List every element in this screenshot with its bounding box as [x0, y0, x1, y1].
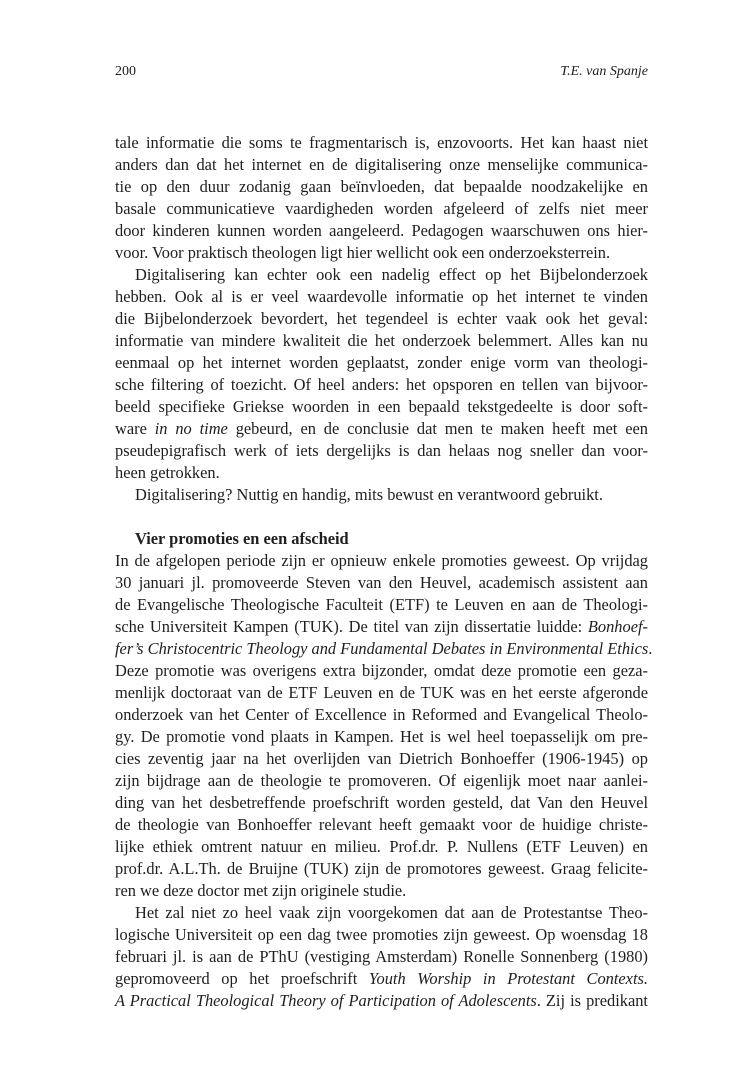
text-run: . Zij is predikant: [536, 991, 648, 1010]
text-run: ware: [115, 419, 155, 438]
text-line: Digitalisering? Nuttig en handig, mits bewust en verantwoord gebruikt.: [135, 485, 603, 504]
text-line: tale informatie die soms te fragmentarisch is, enzovoorts. Het kan haast niet: [115, 133, 648, 152]
text-line: 30 januari jl. promoveerde Steven van den Heuvel, academisch assistent aan: [115, 573, 648, 592]
text-line: onderzoek van het Center of Excellence in Reformed and Evangelical Theolo-: [115, 705, 648, 724]
section-heading: Vier promoties en een afscheid: [135, 529, 349, 548]
text-line: Deze promotie was overigens extra bijzonder, omdat deze promotie een geza-: [115, 661, 648, 680]
text-line: [115, 418, 648, 440]
italic-phrase: in no time: [154, 419, 228, 438]
text-line: door kinderen kunnen worden aangeleerd. Pedagogen waarschuwen ons hier-: [115, 221, 648, 240]
text-line: lijke ethiek omtrent natuur en milieu. Prof.dr. P. Nullens (ETF Leuven) en: [115, 837, 648, 856]
text-line: ren we deze doctor met zijn originele studie.: [115, 881, 407, 900]
text-line: voor. Voor praktisch theologen ligt hier wellicht ook een onderzoeksterrein.: [115, 243, 611, 262]
running-head: T.E. van Spanje: [560, 64, 648, 79]
text-run: gebeurd, en de conclusie dat men te maken heeft met een: [227, 419, 648, 438]
text-line: prof.dr. A.L.Th. de Bruijne (TUK) zijn de promotores geweest. Graag felicite-: [115, 859, 648, 878]
text-line: Digitalisering kan echter ook een nadelig effect op het Bijbelonderzoek: [135, 265, 648, 284]
italic-title: A Practical Theological Theory of Participation of Adolescents: [115, 991, 537, 1010]
text-line: anders dan dat het internet en de digitalisering onze menselijke communica-: [115, 155, 648, 174]
text-line: zijn bijdrage aan de theologie te promoveren. Of eigenlijk moet naar aanlei-: [115, 771, 648, 790]
text-line: hebben. Ook al is er veel waardevolle informatie op het internet te vinden: [115, 287, 648, 306]
text-line: pseudepigrafisch werk of iets dergelijks is dan helaas nog sneller dan voor-: [115, 441, 648, 460]
text-line: beeld specifieke Griekse woorden in een bepaald tekstgedeelte is door soft-: [115, 397, 648, 416]
text-line: tie op den duur zodanig gaan beïnvloeden, dat bepaalde noodzakelijke en: [115, 177, 648, 196]
article-body: [115, 132, 653, 1012]
italic-title: Bonhoef-: [587, 617, 648, 636]
text-run: .: [648, 639, 653, 658]
page-number: 200: [115, 64, 136, 79]
text-line: de Evangelische Theologische Faculteit (ETF) te Leuven en aan de Theologi-: [115, 595, 648, 614]
text-line: informatie van mindere kwaliteit die het onderzoek belemmert. Alles kan nu: [115, 331, 648, 350]
text-line: menlijk doctoraat van de ETF Leuven en de TUK was en het eerste afgeronde: [115, 683, 648, 702]
text-line: gy. De promotie vond plaats in Kampen. Het is wel heel toepasselijk om pre-: [115, 727, 648, 746]
text-line: cies zeventig jaar na het overlijden van Dietrich Bonhoeffer (1906-1945) op: [115, 749, 648, 768]
text-line: Het zal niet zo heel vaak zijn voorgekomen dat aan de Protestantse Theo-: [135, 903, 648, 922]
text-line: [115, 990, 648, 1012]
text-line: eenmaal op het internet worden geplaatst, zonder enige vorm van theologi-: [115, 353, 648, 372]
italic-title: Youth Worship in Protestant Contexts.: [368, 969, 648, 988]
text-line: basale communicatieve vaardigheden worden afgeleerd of zelfs niet meer: [115, 199, 648, 218]
page-header: [115, 64, 648, 84]
text-line: [115, 968, 648, 990]
text-line: logische Universiteit op een dag twee promoties zijn geweest. Op woensdag 18: [115, 925, 648, 944]
text-line: heen getrokken.: [115, 463, 220, 482]
text-line: de theologie van Bonhoeffer relevant heeft gemaakt voor de huidige christe-: [115, 815, 648, 834]
text-line: februari jl. is aan de PThU (vestiging Amsterdam) Ronelle Sonnenberg (1980): [115, 947, 648, 966]
text-line: sche filtering of toezicht. Of heel anders: het opsporen en tellen van bijvoor-: [115, 375, 648, 394]
text-line: [115, 638, 653, 660]
section-gap: [115, 506, 648, 528]
text-run: gepromoveerd op het proefschrift: [115, 969, 369, 988]
text-line: [115, 616, 648, 638]
text-line: ding van het desbetreffende proefschrift worden gesteld, dat Van den Heuvel: [115, 793, 648, 812]
italic-title: fer’s Christocentric Theology and Fundamental Debates in Environmental Ethics: [115, 639, 649, 658]
text-run: sche Universiteit Kampen (TUK). De titel van zijn dissertatie luidde:: [115, 617, 588, 636]
text-line: In de afgelopen periode zijn er opnieuw enkele promoties geweest. Op vrijdag: [115, 551, 648, 570]
text-line: die Bijbelonderzoek bevordert, het tegendeel is echter vaak ook het geval:: [115, 309, 648, 328]
